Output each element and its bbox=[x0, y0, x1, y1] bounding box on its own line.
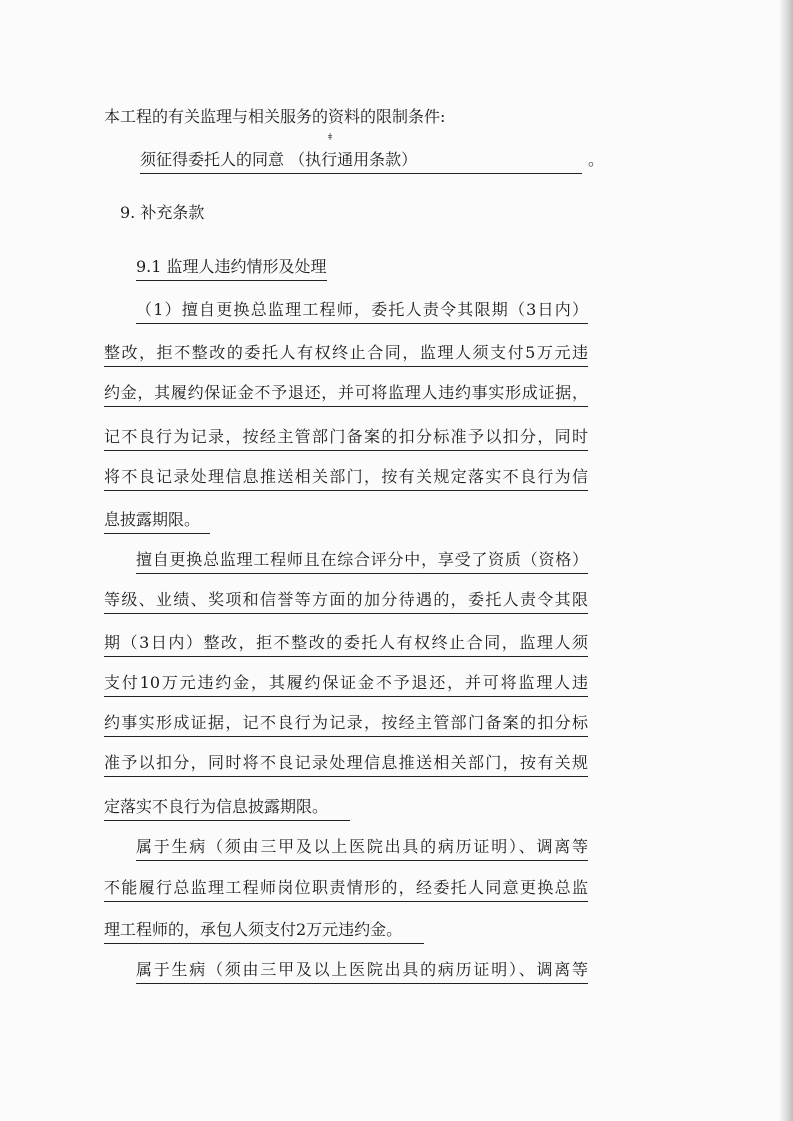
scan-edge-shadow bbox=[779, 0, 793, 1121]
para2-line: 定落实不良行为信息披露期限。 bbox=[104, 796, 350, 821]
para3-line: 不能履行总监理工程师岗位职责情形的，经委托人同意更换总监 bbox=[104, 877, 588, 902]
restriction-end: 。 bbox=[588, 150, 605, 169]
para2-line: 等级、业绩、奖项和信誉等方面的加分待遇的，委托人责令其限 bbox=[104, 589, 588, 614]
para2-line: 支付10万元违约金，其履约保证金不予退还，并可将监理人违 bbox=[104, 672, 588, 697]
para2-line: 准予以扣分，同时将不良记录处理信息推送相关部门，按有关规 bbox=[104, 752, 588, 777]
para1-line: 将不良记录处理信息推送相关部门，按有关规定落实不良行为信 bbox=[104, 466, 588, 491]
restriction-label: 本工程的有关监理与相关服务的资料的限制条件: bbox=[104, 107, 446, 126]
para2-line: 擅自更换总监理工程师且在综合评分中，享受了资质（资格） bbox=[136, 549, 588, 574]
para4-line: 属于生病（须由三甲及以上医院出具的病历证明）、调离等 bbox=[136, 959, 588, 984]
restriction-value: 须征得委托人的同意 （执行通用条款） bbox=[140, 149, 582, 174]
para3-line: 理工程师的，承包人须支付2万元违约金。 bbox=[104, 919, 424, 944]
para2-line: 约事实形成证据，记不良行为记录，按经主管部门备案的扣分标 bbox=[104, 712, 588, 737]
para2-line: 期（3日内）整改，拒不整改的委托人有权终止合同，监理人须 bbox=[104, 632, 588, 657]
subsection-heading: 9.1 监理人违约情形及处理 bbox=[136, 256, 327, 281]
scan-speck: ǂ bbox=[328, 133, 333, 143]
para1-line: 约金，其履约保证金不予退还，并可将监理人违约事实形成证据， bbox=[104, 382, 588, 407]
section-heading: 9. 补充条款 bbox=[120, 203, 205, 222]
para1-line: 息披露期限。 bbox=[104, 509, 210, 534]
para1-line: 记不良行为记录，按经主管部门备案的扣分标准予以扣分，同时 bbox=[104, 426, 588, 451]
para1-line: 整改，拒不整改的委托人有权终止合同，监理人须支付5万元违 bbox=[104, 342, 588, 367]
para3-line: 属于生病（须由三甲及以上医院出具的病历证明）、调离等 bbox=[136, 836, 588, 861]
para1-line: （1）擅自更换总监理工程师，委托人责令其限期（3日内） bbox=[136, 299, 588, 324]
